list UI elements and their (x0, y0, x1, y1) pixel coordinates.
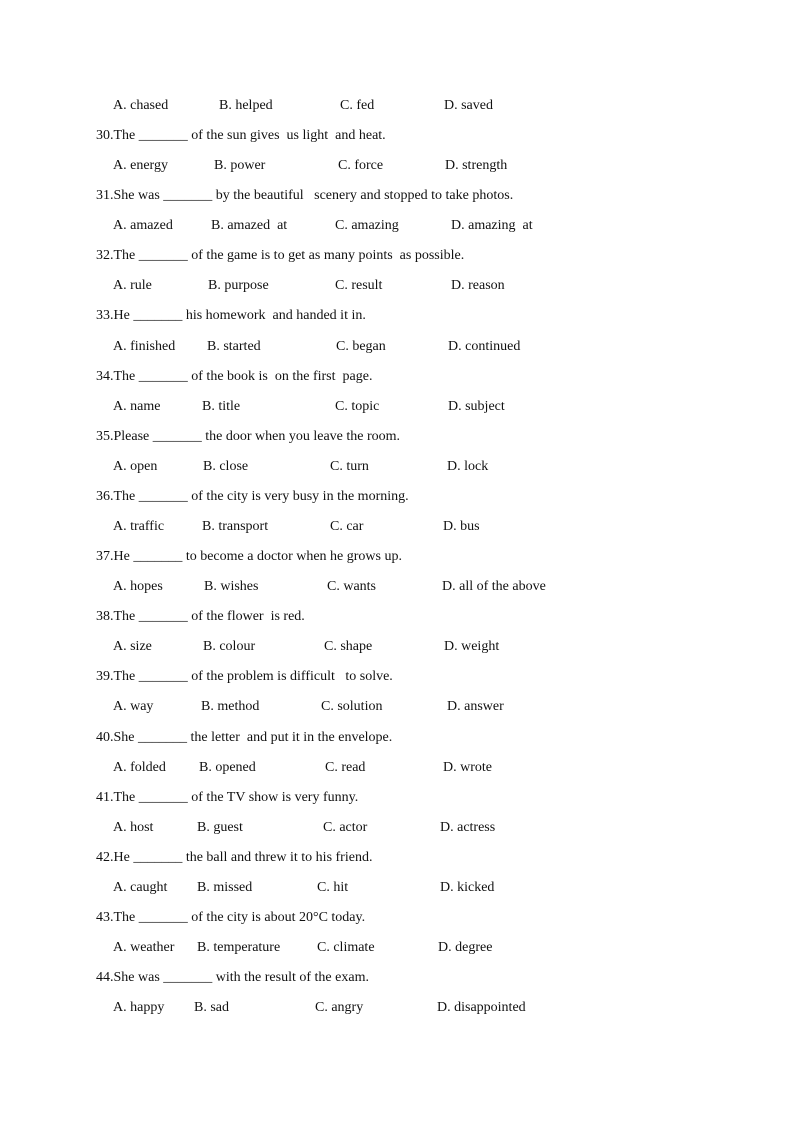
option-a: A. weather (113, 940, 175, 955)
option-c: C. turn (330, 459, 369, 474)
option-b: B. title (202, 399, 241, 414)
question-36-stem: 36.The _______ of the city is very busy in the morning. (96, 489, 409, 504)
option-c: C. read (325, 760, 366, 775)
option-a: A. finished (113, 339, 176, 354)
option-c: C. amazing (335, 218, 399, 233)
question-30-stem: 30.The _______ of the sun gives us light and heat. (96, 128, 386, 143)
option-b: B. started (207, 339, 261, 354)
option-d: D. actress (440, 820, 496, 835)
option-c: C. actor (323, 820, 368, 835)
option-c: C. solution (321, 699, 383, 714)
option-d: D. answer (447, 699, 504, 714)
option-b: B. method (201, 699, 260, 714)
option-a: A. chased (113, 98, 169, 113)
option-d: D. strength (445, 158, 508, 173)
option-a: A. traffic (113, 519, 165, 534)
option-d: D. wrote (443, 760, 492, 775)
option-d: D. degree (438, 940, 493, 955)
option-b: B. close (203, 459, 249, 474)
option-b: B. wishes (204, 579, 259, 594)
question-41-stem: 41.The _______ of the TV show is very funny. (96, 790, 359, 805)
option-b: B. colour (203, 639, 256, 654)
option-a: A. caught (113, 880, 168, 895)
question-31-stem: 31.She was _______ by the beautiful scenery and stopped to take photos. (96, 188, 514, 203)
option-b: B. amazed at (211, 218, 288, 233)
option-b: B. guest (197, 820, 243, 835)
question-43-stem: 43.The _______ of the city is about 20°C today. (96, 910, 366, 925)
option-d: D. bus (443, 519, 480, 534)
option-a: A. rule (113, 278, 152, 293)
option-b: B. opened (199, 760, 256, 775)
option-d: D. lock (447, 459, 489, 474)
question-35-stem: 35.Please _______ the door when you leave the room. (96, 429, 401, 444)
option-b: B. temperature (197, 940, 281, 955)
option-c: C. fed (340, 98, 375, 113)
question-38-stem: 38.The _______ of the flower is red. (96, 609, 305, 624)
option-c: C. result (335, 278, 383, 293)
option-a: A. energy (113, 158, 168, 173)
option-c: C. hit (317, 880, 349, 895)
option-c: C. force (338, 158, 384, 173)
option-d: D. subject (448, 399, 505, 414)
option-c: C. began (336, 339, 386, 354)
option-c: C. car (330, 519, 364, 534)
question-39-stem: 39.The _______ of the problem is difficult to solve. (96, 669, 393, 684)
option-c: C. topic (335, 399, 380, 414)
question-44-options (113, 999, 733, 1107)
question-32-stem: 32.The _______ of the game is to get as many points as possible. (96, 248, 465, 263)
option-b: B. transport (202, 519, 269, 534)
option-d: D. kicked (440, 880, 495, 895)
option-d: D. saved (444, 98, 493, 113)
option-a: A. host (113, 820, 154, 835)
option-a: A. folded (113, 760, 166, 775)
option-a: A. hopes (113, 579, 163, 594)
option-b: B. power (214, 158, 266, 173)
option-c: C. shape (324, 639, 373, 654)
question-42-stem: 42.He _______ the ball and threw it to his friend. (96, 850, 373, 865)
option-d: D. all of the above (442, 579, 546, 594)
option-b: B. missed (197, 880, 253, 895)
option-b: B. purpose (208, 278, 269, 293)
option-d: D. continued (448, 339, 521, 354)
question-34-stem: 34.The _______ of the book is on the first page. (96, 369, 373, 384)
option-d: D. amazing at (451, 218, 533, 233)
question-37-stem: 37.He _______ to become a doctor when he grows up. (96, 549, 402, 564)
option-b: B. helped (219, 98, 273, 113)
question-44-stem: 44.She was _______ with the result of the exam. (96, 970, 369, 985)
option-d: D. disappointed (437, 1000, 526, 1015)
option-a: A. size (113, 639, 152, 654)
question-33-stem: 33.He _______ his homework and handed it in. (96, 308, 366, 323)
option-a: A. amazed (113, 218, 173, 233)
option-d: D. reason (451, 278, 505, 293)
option-d: D. weight (444, 639, 500, 654)
option-a: A. name (113, 399, 161, 414)
option-a: A. open (113, 459, 158, 474)
option-c: C. climate (317, 940, 375, 955)
option-c: C. angry (315, 1000, 364, 1015)
option-b: B. sad (194, 1000, 229, 1015)
option-a: A. way (113, 699, 154, 714)
option-a: A. happy (113, 1000, 165, 1015)
question-40-stem: 40.She _______ the letter and put it in the envelope. (96, 730, 393, 745)
option-c: C. wants (327, 579, 376, 594)
